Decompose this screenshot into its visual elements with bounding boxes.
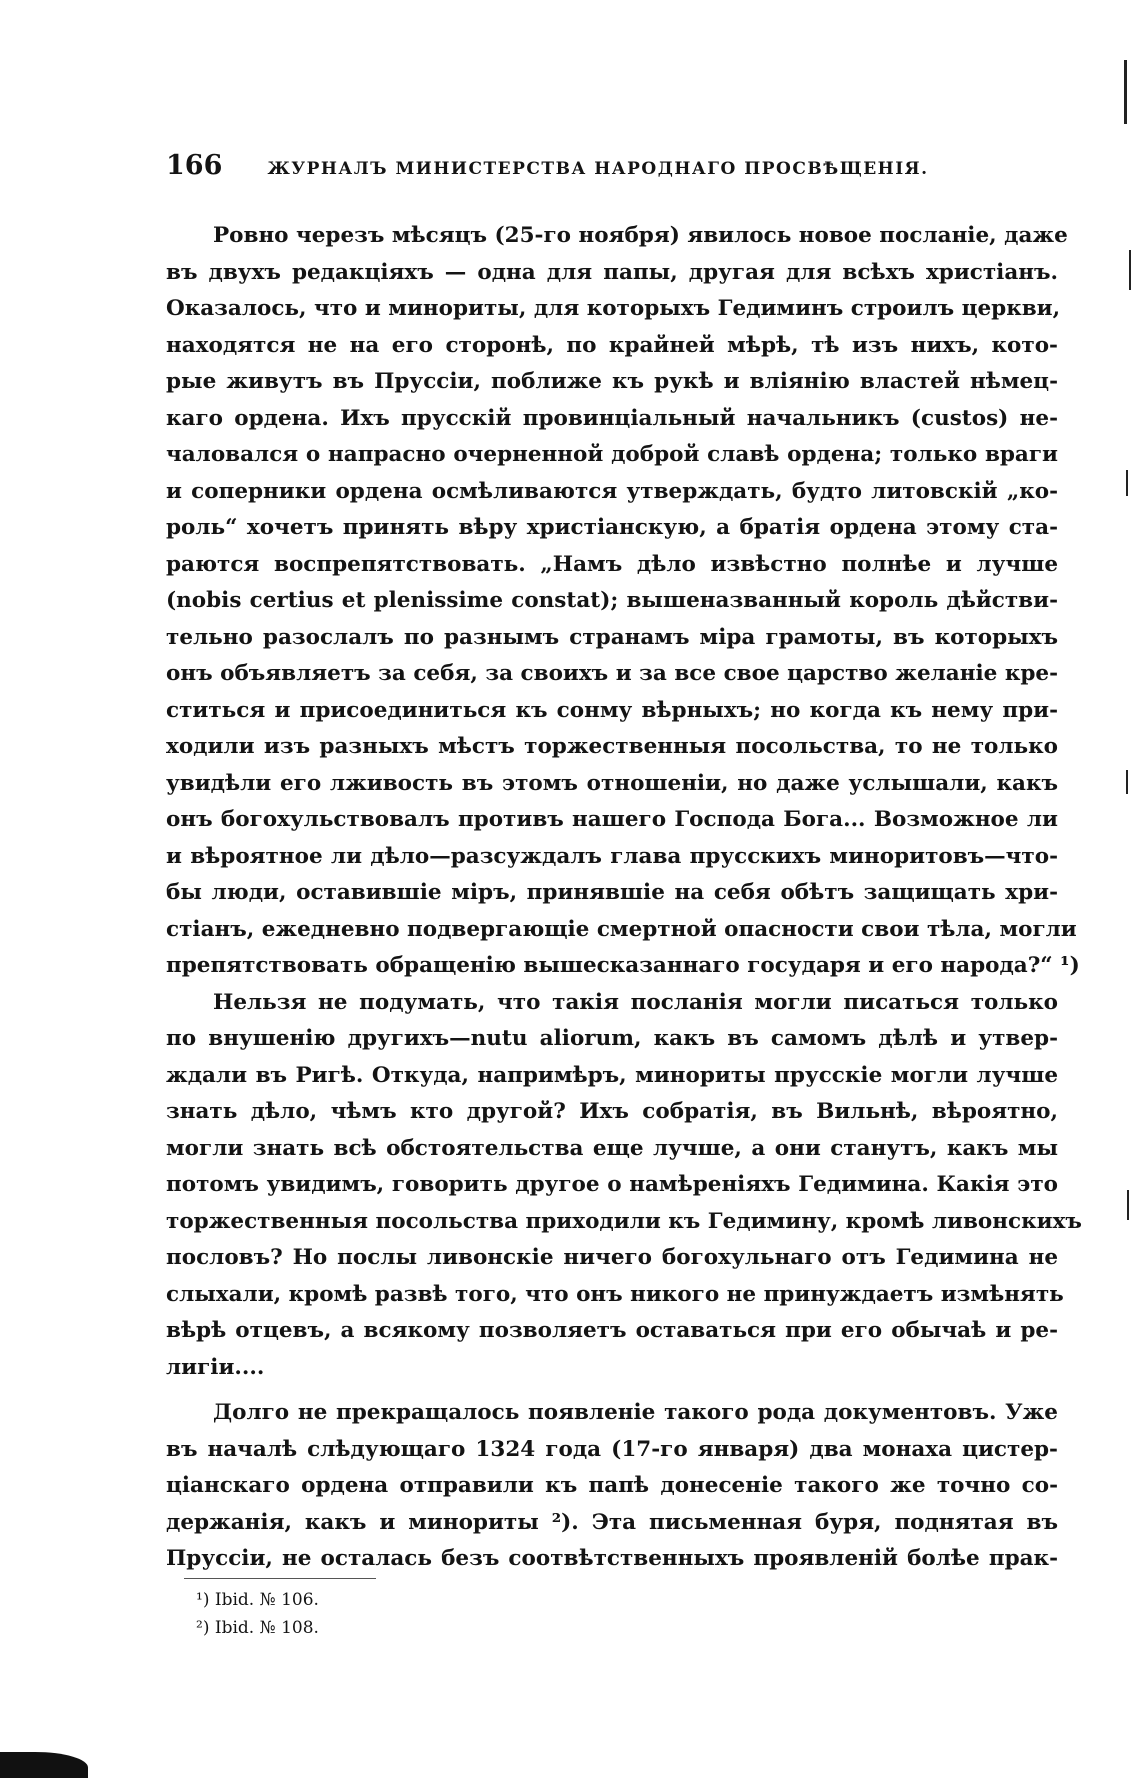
text-line: Долго не прекращалось появленіе такого рода документовъ. Уже — [213, 1400, 1058, 1425]
footnote-marker: ²) — [196, 1618, 210, 1638]
text-line: и вѣроятное ли дѣло—разсуждалъ глава прусскихъ миноритовъ—что- — [166, 843, 1058, 869]
paragraph — [166, 985, 1082, 1387]
text-line: ждали въ Ригѣ. Откуда, напримѣръ, минориты прусскіе могли лучше — [166, 1062, 1058, 1088]
text-line: (nobis certius et plenissime constat); вышеназванный король дѣйстви- — [166, 588, 1058, 613]
text-line: находятся не на его сторонѣ, по крайней мѣрѣ, тѣ изъ нихъ, кото- — [166, 332, 1058, 358]
margin-mark — [1126, 470, 1128, 496]
text-line: пословъ? Но послы ливонскіе ничего богохульнаго отъ Гедимина не — [166, 1245, 1058, 1270]
text-line: раются воспрепятствовать. „Намъ дѣло извѣстно полнѣе и лучше — [166, 551, 1058, 577]
text-line: лигіи.... — [166, 1354, 265, 1380]
text-line: онъ объявляетъ за себя, за своихъ и за все свое царство желаніе кре- — [166, 661, 1058, 686]
ink-blot — [0, 1752, 88, 1778]
paragraph-gap — [166, 1386, 1058, 1395]
text-line: препятствовать обращенію вышесказаннаго государя и его народа?“ ¹) — [166, 953, 1080, 978]
running-title: ЖУРНАЛЪ МИНИСТЕРСТВА НАРОДНАГО ПРОСВѢЩЕНІЯ. — [267, 159, 929, 179]
text-line: ходили изъ разныхъ мѣстъ торжественныя посольства, то не только — [166, 734, 1058, 759]
page-number: 166 — [166, 150, 223, 181]
text-line: Пруссіи, не осталась безъ соотвѣтственныхъ проявленій болѣе прак- — [166, 1546, 1058, 1571]
margin-mark — [1127, 1190, 1129, 1220]
text-line: торжественныя посольства приходили къ Гедимину, кромѣ ливонскихъ — [166, 1208, 1082, 1234]
text-line: вѣрѣ отцевъ, а всякому позволяетъ оставаться при его обычаѣ и ре- — [166, 1318, 1058, 1343]
text-line: стіанъ, ежедневно подвергающіе смертной опасности свои тѣла, могли — [166, 916, 1077, 942]
text-line: ститься и присоединиться къ сонму вѣрныхъ; но когда къ нему при- — [166, 697, 1058, 723]
footnotes — [196, 1586, 696, 1642]
text-line: могли знать всѣ обстоятельства еще лучше, а они станутъ, какъ мы — [166, 1135, 1058, 1161]
paragraph — [166, 218, 1080, 985]
text-line: рые живутъ въ Пруссіи, поближе къ рукѣ и вліянію властей нѣмец- — [166, 369, 1058, 394]
body-text — [166, 218, 1082, 1578]
text-line: чаловался о напрасно очерненной доброй славѣ ордена; только враги — [166, 442, 1058, 467]
text-line: Нельзя не подумать, что такія посланія могли писаться только — [213, 989, 1058, 1015]
footnote-rule — [184, 1578, 376, 1579]
footnote-text: Ibid. № 108. — [214, 1618, 319, 1638]
page-header — [166, 150, 1066, 190]
footnote-marker: ¹) — [196, 1590, 210, 1610]
text-line: слыхали, кромѣ развѣ того, что онъ никого не принуждаетъ измѣнять — [166, 1281, 1064, 1307]
text-line: Ровно черезъ мѣсяцъ (25-го ноября) явилось новое посланіе, даже — [213, 223, 1068, 248]
footnote-text: Ibid. № 106. — [214, 1590, 319, 1610]
margin-mark — [1129, 250, 1131, 290]
text-line: роль“ хочетъ принять вѣру христіанскую, а братія ордена этому ста- — [166, 515, 1058, 540]
text-line: ціанскаго ордена отправили къ папѣ донесеніе такого же точно со- — [166, 1473, 1058, 1498]
text-line: въ началѣ слѣдующаго 1324 года (17-го января) два монаха цистер- — [166, 1436, 1058, 1462]
margin-mark — [1124, 60, 1127, 124]
text-line: и соперники ордена осмѣливаются утверждать, будто литовскій „ко- — [166, 478, 1058, 504]
text-line: знать дѣло, чѣмъ кто другой? Ихъ собратія, въ Вильнѣ, вѣроятно, — [166, 1099, 1058, 1124]
text-line: увидѣли его лживость въ этомъ отношеніи, но даже услышали, какъ — [166, 770, 1058, 796]
text-line: потомъ увидимъ, говорить другое о намѣреніяхъ Гедимина. Какія это — [166, 1172, 1058, 1197]
text-line: бы люди, оставившіе міръ, принявшіе на себя обѣтъ защищать хри- — [166, 880, 1058, 905]
text-line: въ двухъ редакціяхъ — одна для папы, другая для всѣхъ христіанъ. — [166, 259, 1058, 285]
text-line: тельно разослалъ по разнымъ странамъ міра грамоты, въ которыхъ — [166, 624, 1058, 650]
margin-mark — [1126, 770, 1128, 794]
footnote — [196, 1614, 696, 1642]
text-line: каго ордена. Ихъ прусскій провинціальный начальникъ (custos) не- — [166, 405, 1058, 431]
paragraph — [166, 1395, 1058, 1578]
text-line: по внушенію другихъ—nutu aliorum, какъ въ самомъ дѣлѣ и утвер- — [166, 1026, 1058, 1051]
text-line: онъ богохульствовалъ противъ нашего Господа Бога... Возможное ли — [166, 807, 1058, 832]
footnote — [196, 1586, 696, 1614]
text-line: Оказалось, что и минориты, для которыхъ Гедиминъ строилъ церкви, — [166, 296, 1061, 321]
text-line: держанія, какъ и минориты ²). Эта письменная буря, поднятая въ — [166, 1509, 1058, 1535]
